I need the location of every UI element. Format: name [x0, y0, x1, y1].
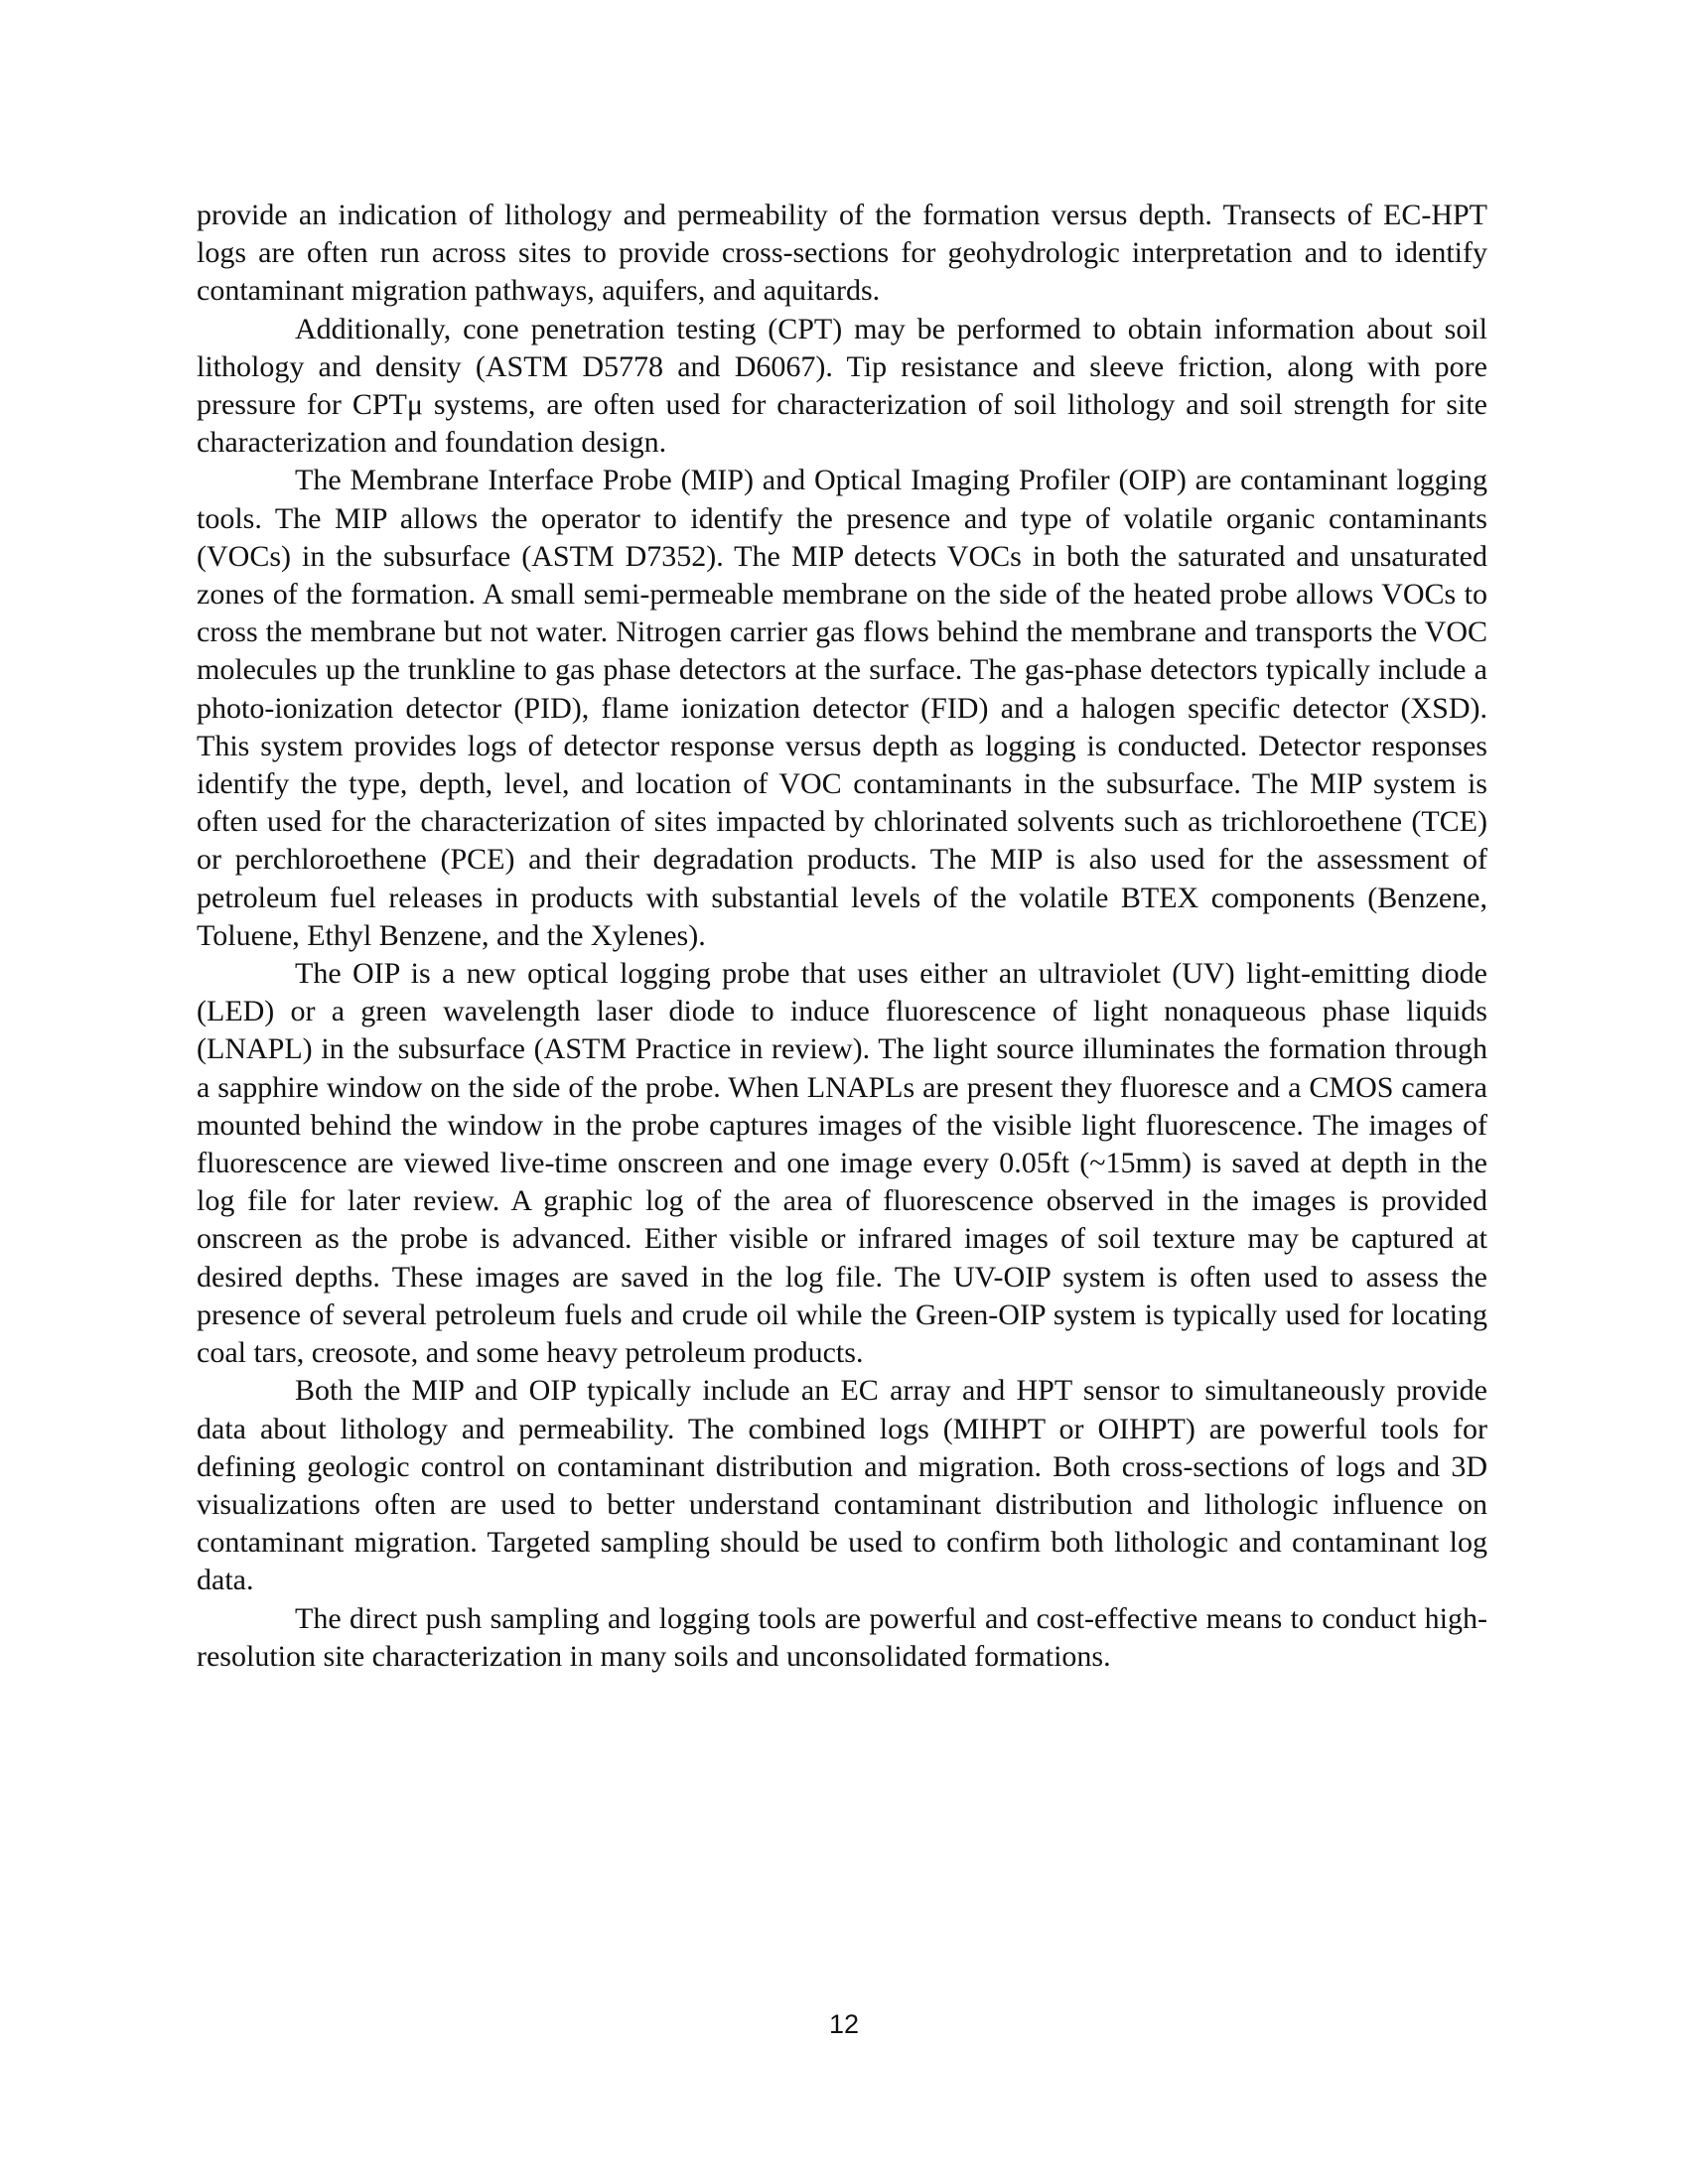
paragraph-mip-oip: The Membrane Interface Probe (MIP) and Optical Imaging Profiler (OIP) are contaminant logging tools. The MIP allows the operator to identify the presence and type of volatile organic contaminants (VOCs) in the subsurface (ASTM D7352). The MIP detects VOCs in both the saturated and unsaturated zones of the formation. A small semi-permeable membrane on the side of the heated probe allows VOCs to cross the membrane but not water. Nitrogen carrier gas flows behind the membrane and transports the VOC molecules up the trunkline to gas phase detectors at the surface. The gas-phase detectors typically include a photo-ionization detector (PID), flame ionization detector (FID) and a halogen specific detector (XSD). This system provides logs of detector response versus depth as logging is conducted. Detector responses identify the type, depth, level, and location of VOC contaminants in the subsurface. The MIP system is often used for the characterization of sites impacted by chlorinated solvents such as trichloroethene (TCE) or perchloroethene (PCE) and their degradation products. The MIP is also used for the assessment of petroleum fuel releases in products with substantial levels of the volatile BTEX components (Benzene, Toluene, Ethyl Benzene, and the Xylenes).	[197, 464, 1487, 952]
paragraph-cpt: Additionally, cone penetration testing (CPT) may be performed to obtain information about soil lithology and density (ASTM D5778 and D6067). Tip resistance and sleeve friction, along with pore pressure for CPTμ systems, are often used for characterization of soil lithology and soil strength for site characterization and foundation design.	[197, 312, 1487, 460]
paragraph-lithology-continued: provide an indication of lithology and permeability of the formation versus depth. Transects of EC-HPT logs are often run across sites to provide cross-sections for geohydrologic interpretation and to identify contaminant migration pathways, aquifers, and aquitards.	[197, 199, 1487, 308]
paragraph-conclusion: The direct push sampling and logging tools are powerful and cost-effective means to conduct high-resolution site characterization in many soils and unconsolidated formations.	[197, 1601, 1487, 1673]
page-number: 12	[828, 2009, 860, 2039]
paragraph-combined-logs: Both the MIP and OIP typically include an EC array and HPT sensor to simultaneously provide data about lithology and permeability. The combined logs (MIHPT or OIHPT) are powerful tools for defining geologic control on contaminant distribution and migration. Both cross-sections of logs and 3D visualizations often are used to better understand contaminant distribution and lithologic influence on contaminant migration. Targeted sampling should be used to confirm both lithologic and contaminant log data.	[197, 1374, 1487, 1597]
document-body	[197, 197, 1487, 1676]
paragraph-oip: The OIP is a new optical logging probe that uses either an ultraviolet (UV) light-emitting diode (LED) or a green wavelength laser diode to induce fluorescence of light nonaqueous phase liquids (LNAPL) in the subsurface (ASTM Practice in review). The light source illuminates the formation through a sapphire window on the side of the probe. When LNAPLs are present they fluoresce and a CMOS camera mounted behind the window in the probe captures images of the visible light fluorescence. The images of fluorescence are viewed live-time onscreen and one image every 0.05ft (~15mm) is saved at depth in the log file for later review. A graphic log of the area of fluorescence observed in the images is provided onscreen as the probe is advanced. Either visible or infrared images of soil texture may be captured at desired depths. These images are saved in the log file. The UV-OIP system is often used to assess the presence of several petroleum fuels and crude oil while the Green-OIP system is typically used for locating coal tars, creosote, and some heavy petroleum products.	[197, 957, 1487, 1370]
